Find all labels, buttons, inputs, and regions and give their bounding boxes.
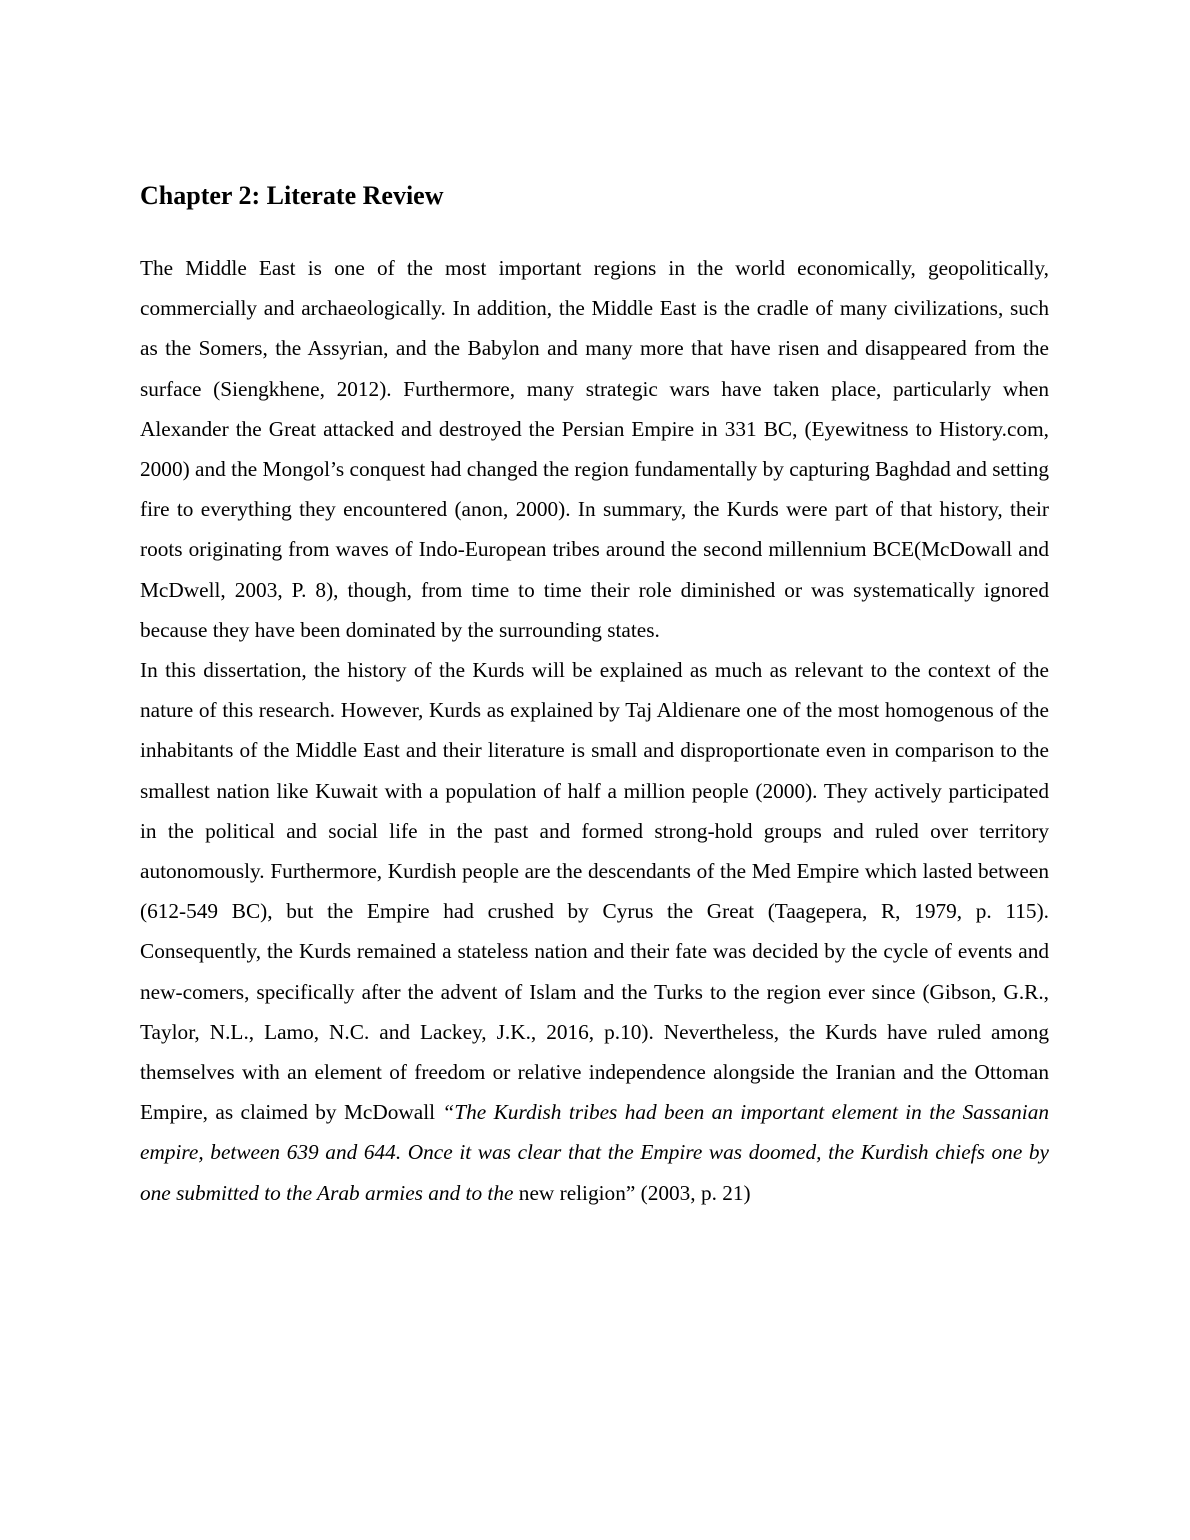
body-paragraph-1: The Middle East is one of the most important regions in the world economically, geopolitically, commercially and archaeologically. In addition, the Middle East is the cradle of many civilizations, such as the Somers, the Assyrian, and the Babylon and many more that have risen and disappeared from the surface (Siengkhene, 2012). Furthermore, many strategic wars have taken place, particularly when Alexander the Great attacked and destroyed the Persian Empire in 331 BC, (Eyewitness to History.com, 2000) and the Mongol’s conquest had changed the region fundamentally by capturing Baghdad and setting fire to everything they encountered (anon, 2000). In summary, the Kurds were part of that history, their roots originating from waves of Indo-European tribes around the second millennium BCE(McDowall and McDwell, 2003, P. 8), though, from time to time their role diminished or was systematically ignored because they have been dominated by the surrounding states. [140,256,1049,642]
body-paragraph-2 [140,650,1049,1213]
mcdowall-quote: “The Kurdish tribes had been an important element in the Sassanian empire, between 639 and 644. Once it was clear that the Empire was doomed, the Kurdish chiefs one by one submitted to the Arab armies and to the [140,1100,1049,1205]
page-content [140,178,1049,1213]
chapter-heading: Chapter 2: Literate Review [140,181,444,210]
paragraph-2-text: In this dissertation, the history of the Kurds will be explained as much as relevant to the context of the nature of this research. However, Kurds as explained by Taj Aldienare one of the most homogenous of the inhabitants of the Middle East and their literature is small and disproportionate even in comparison to the smallest nation like Kuwait with a population of half a million people (2000). They actively participated in the political and social life in the past and formed strong-hold groups and ruled over territory autonomously. Furthermore, Kurdish people are the descendants of the Med Empire which lasted between (612-549 BC), but the Empire had crushed by Cyrus the Great (Taagepera, R, 1979, p. 115). Consequently, the Kurds remained a stateless nation and their fate was decided by the cycle of events and new-comers, specifically after the advent of Islam and the Turks to the region ever since (Gibson, G.R., Taylor, N.L., Lamo, N.C. and Lackey, J.K., 2016, p.10). Nevertheless, the Kurds have ruled among themselves with an element of freedom or relative independence alongside the Iranian and the Ottoman Empire, as claimed by McDowall [140,658,1049,1125]
paragraph-2-citation: new religion” (2003, p. 21) [513,1180,751,1205]
